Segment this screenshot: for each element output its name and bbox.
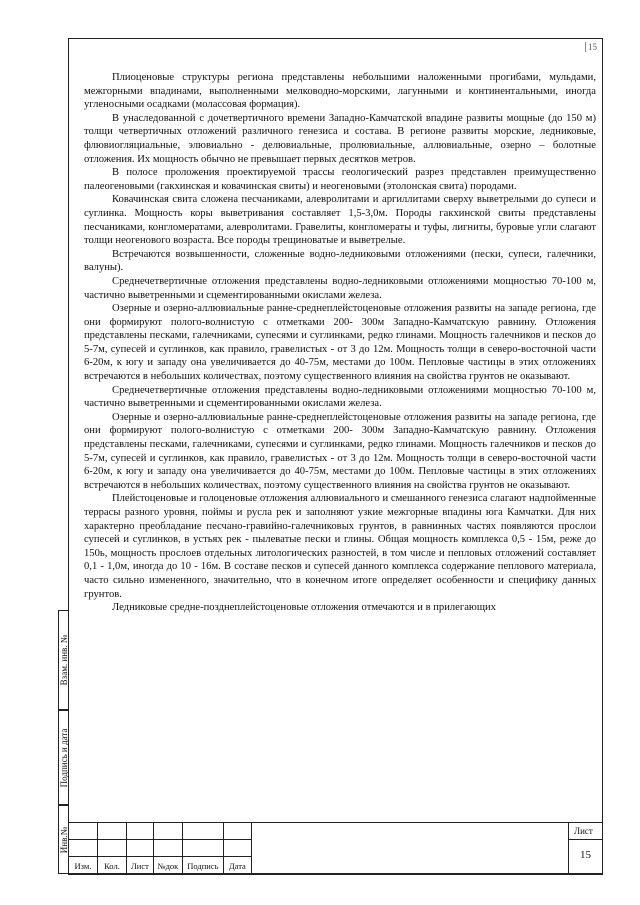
title-block-main xyxy=(251,823,568,875)
paragraph: Плейстоценовые и голоценовые отложения аллювиального и смешанного генезиса слагают надпойменные террасы разного уровня, поймы и русла рек и заполняют узкие межгорные впадины юга Камчатки. Для них характерно преобладание песчано-гравийно-галечниковых грунтов, в равнинных частях появляются прослои супесей и суглинков, в устьях рек - пылеватые пески и глины. Общая мощность комплекса 0,5 - 15м, реже до 150ь, мощность прослоев отдельных литологических разностей, в том числе и пепловых отложений составляет 0,1 - 1,0м, иногда до 10 - 16м. В составе песков и супесей данного комплекса содержание пеплового материала, часто сильно измененного, значительно, что в конечном итоге определяет особенности и специфику данных грунтов. xyxy=(84,493,596,600)
paragraph: В унаследованной с дочетвертичного времени Западно-Камчатской впадине развиты мощные (до 150 м) толщи четвертичных отложений различного генезиса и состава. В регионе развиты морские, ледниковые, флювиогляциальные, элювиально - делювиальные, пролювиальные, аллювиальные, озерно – болотные отложения. Их мощность обычно не превышает первых десятков метров. xyxy=(84,112,596,165)
side-label-podpis: Подпись и дата xyxy=(59,728,69,787)
column-ndok: №док xyxy=(153,857,182,875)
sheet-number: 15 xyxy=(580,849,591,861)
side-field-vzam xyxy=(58,610,69,710)
paragraph: Озерные и озерно-аллювиальные ранне-среднеплейстоценовые отложения развиты на западе региона, где они формируют полого-волнистую с отметками 200- 300м Западно-Камчатскую равнину. Отложения представлены песками, галечниками, супесями и суглинками, редко глинами. Мощность галечников и песков до 5-7м, супесей и суглинков, как правило, гравелистых - от 3 до 12м. Мощность толщи в северо-восточной части 6-20м, к югу и западу она увеличивается до 40-75м, местами до 100м. Пепловые частицы в этих отложениях встречаются в небольших количествах, поэтому существенного влияния на свойства грунтов не оказывают. xyxy=(84,411,596,491)
column-kol: Кол. xyxy=(97,857,126,875)
paragraph: Плиоценовые структуры региона представлены небольшими наложенными прогибами, мульдами, межгорными впадинами, выполненными мелководно-морскими, лагунными и континентальными, иногда угленосными осадками (молассовая формация). xyxy=(84,72,596,111)
page-stamp: 15 xyxy=(585,42,597,52)
side-label-inv: Инв.№ xyxy=(59,826,69,853)
sheet-label: Лист xyxy=(574,826,593,836)
paragraph: Ледниковые средне-позднеплейстоценовые отложения отмечаются и в прилегающих xyxy=(112,602,496,614)
paragraph: Среднечетвертичные отложения представлены водно-ледниковыми отложениями мощностью 70-100 м, частично выветренными и сцементированными окислами железа. xyxy=(84,275,596,301)
title-block xyxy=(68,822,603,875)
side-label-vzam: Взам. инв. № xyxy=(59,634,69,686)
column-izm: Изм. xyxy=(69,857,98,875)
document-body xyxy=(84,71,596,615)
paragraph: В полосе проложения проектируемой трассы геологический разрез представлен преимущественно палеогеновыми (гакхинская и ковачинская свиты) и неогеновыми (этолонская свита) породами. xyxy=(84,167,596,192)
paragraph: Встречаются возвышенности, сложенные водно-ледниковыми отложениями (пески, супеси, галечники, валуны). xyxy=(84,248,596,274)
paragraph: Ковачинская свита сложена песчаниками, алевролитами и аргиллитами сверху выветрелыми до супеси и суглинка. Мощность коры выветривания составляет 1,5-3,0м. Породы гакхинской свиты представлены песчаниками, конгломератами, алевролитами. Гравелиты, конгломераты и туфы, лигниты, буровые угли слагают толщи неогенового возраста. Все породы трещиноватые и выветрелые. xyxy=(84,194,596,247)
column-list: Лист xyxy=(126,857,153,875)
column-data: Дата xyxy=(223,857,251,875)
paragraph: Среднечетвертичные отложения представлены водно-ледниковыми отложениями мощностью 70-100 м, частично выветренными и сцементированными окислами железа. xyxy=(84,384,596,410)
column-podpis: Подпись xyxy=(182,857,223,875)
paragraph: Озерные и озерно-аллювиальные ранне-среднеплейстоценовые отложения развиты на западе региона, где они формируют полого-волнистую с отметками 200- 300м Западно-Камчатскую равнину. Отложения представлены песками, галечниками, супесями и суглинками, редко глинами. Мощность галечников и песков до 5-7м, супесей и суглинков, как правило, гравелистых - от 3 до 12м. Мощность толщи в северо-восточной части 6-20м, к югу и западу она увеличивается до 40-75м, местами до 100м. Пепловые частицы в этих отложениях встречаются в небольших количествах, поэтому существенного влияния на свойства грунтов не оказывают. xyxy=(84,303,596,383)
side-field-podpis xyxy=(58,710,69,805)
